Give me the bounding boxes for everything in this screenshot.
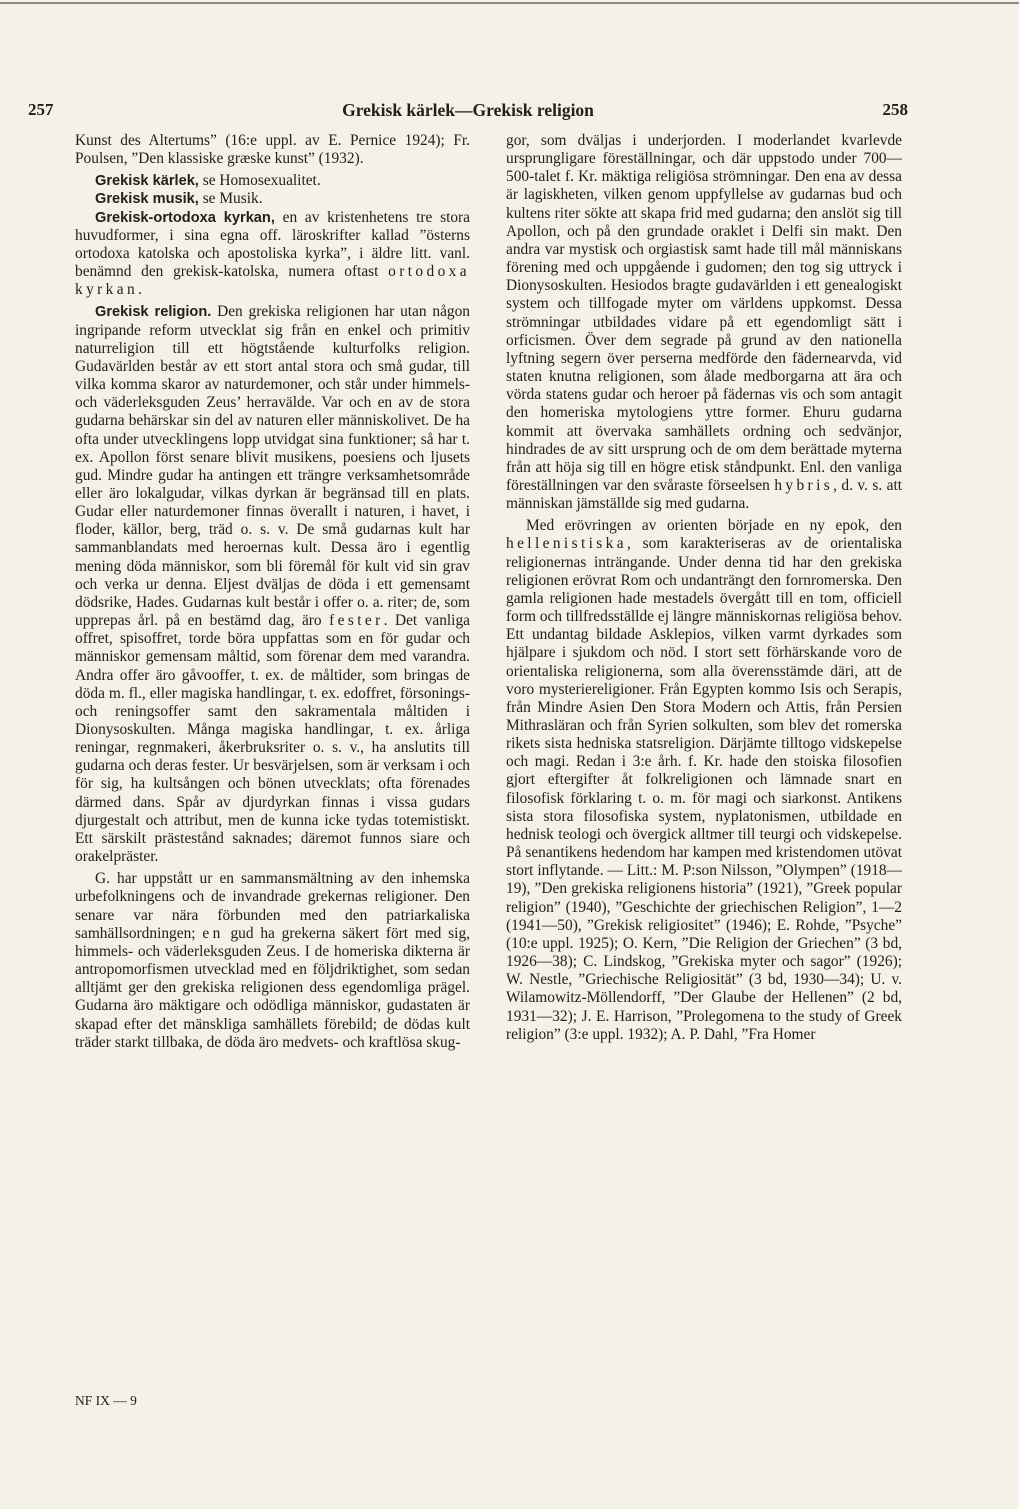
spaced-term: hellenistiska [506, 535, 627, 553]
entry-text: en av kristenhetens tre stora huvudformer, i sina egna off. läroskrifter kallad ”österns ortodoxa katolska och apostoliska kyrka”, i äldre litt. vanl. benämnd den grekisk-katolska, numera oftast [75, 208, 470, 281]
entry-grekisk-ortodoxa-kyrkan [75, 209, 470, 300]
paragraph-text-cont: , d. v. s. att människan jämställde sig med gudarna. [506, 476, 903, 513]
paragraph-text-cont: gud ha grekerna säkert fört med sig, himmels- och väderleksguden Zeus. I de homeriska dikterna är antropomorfismen utvecklad med en följdriktighet, som sedan alltjämt ger den grekiska religionen dess egendomliga prägel. Gudarna äro mäktigare och odödliga människor, gudastaten är skapad efter det mänskliga samhällets förebild; de dödas kult träder starkt tillbaka, de döda äro medvets- och kraftlösa skug- [75, 924, 470, 1051]
top-rule [0, 2, 1019, 4]
paragraph-text: G. har uppstått ur en sammansmältning av den inhemska urbefolkningens och de invandrade grekernas religioner. Den senare var nära förbunden med den patriarkaliska samhällsordningen; [75, 870, 470, 942]
running-title: Grekisk kärlek—Grekisk religion [342, 100, 594, 120]
right-column [506, 132, 902, 1044]
entry-text: se Musik. [198, 190, 263, 208]
headword: Grekisk religion. [95, 304, 212, 321]
paragraph-text: gor, som dväljas i underjorden. I moderlandet kvarlevde ursprungligare föreställningar, och där uppstodo under 700—500-talet f. Kr. mäktiga religiösa strömningar. Den ena av dessa är lagiskheten, vilken genom uppfyllelse av gudarnas bud och kultens riter sökte att skapa frid med gudarna; den anslöt sig till Apollon, och på den grundade oraklet i Delfi sin makt. Den andra var mystisk och orgiastisk samt hade till mål människans förening med och uppgående i gudomen; den tog sig uttryck i Dionysoskulten. Hesiodos bragte gudavärlden i ett genealogiskt system och tillfogade myter om världens uppkomst. Dessa strömningar utbildades vidare på ett egendomligt sätt i orficismen. Över dem segrade på grund av den nationella lyftning segern över perserna medförde den fädernearvda, vid staten knutna religionen, som ålade medborgarna att ära och vörda statens gudar och heroer på fädernas vis och som antagit den homeriska mytologiens yttre former. Ehuru gudarna kommit att övervaka samhällets ordning och sedvänjor, hindrades de av sitt ursprung och de om dem berättade myterna från att höja sig till en högre etisk ståndpunkt. Enl. den vanliga föreställningen var den svåraste förseelsen [506, 132, 902, 494]
headword: Grekisk-ortodoxa kyrkan, [95, 209, 275, 226]
paragraph-text-cont: , som karakteriseras av de orientaliska religionernas inträngande. Under denna tid har den grekiska religionen erövrat Rom och undanträngt den fornromerska. Den gamla religionen hade mestadels övergått till en tom, officiell form och tillfredsställde ej längre människornas religiösa behov. Ett undantag bildade Asklepios, vilken varmt dyrkades som hjälpare i sjukdom och nöd. I stort sett förhärskande voro de orientaliska religionerna, som alla överensstämde däri, att de voro mysteriereligioner. Från Egypten kommo Isis och Serapis, från Mindre Asien Den Stora Modern och Attis, från Persien Mithrasläran och från Syrien solkulten, som blev det romerska rikets sista hedniska statsreligion. Därjämte tilltogo vidskepelse och magi. Redan i 3:e årh. f. Kr. hade den stoiska filosofien gjort eftergifter åt folkreligionen och lämnade snart en filosofisk förklaring t. o. m. för magi och siarkonst. Antikens sista stora filosofiska system, nyplatonismen, utbildade en hednisk teologi och övergick alltmer till teurgi och vidskepelse. På senantikens hedendom har kampen med kristendomen utövat stort inflytande. — Litt.: M. P:son Nilsson, ”Olympen” (1918—19), ”Den grekiska religionens historia” (1921), ”Greek popular religion” (1940), ”Geschichte der griechischen Religion”, 1—2 (1941—50), ”Grekisk religiositet” (1946); E. Rohde, ”Psyche” (10:e uppl. 1925); O. Kern, ”Die Religion der Griechen” (3 bd, 1926—38); C. Lindskog, ”Grekiska myter och sagor” (1926); W. Nestle, ”Griechische Religiosität” (3 bd, 1930—34); U. v. Wilamowitz-Möllendorff, ”Der Glaube der Hellenen” (2 bd, 1931—32); J. E. Harrison, ”Prolegomena to the study of Greek religion” (3:e uppl. 1932); A. P. Dahl, ”Fra Homer [506, 535, 902, 1043]
continued-text: Kunst des Altertums” (16:e uppl. av E. Pernice 1924); Fr. Poulsen, ”Den klassiske græske kunst” (1932). [75, 132, 470, 168]
entry-text: se Homosexualitet. [198, 172, 321, 190]
page-number-left: 257 [28, 100, 54, 119]
entry-text-cont: . Det vanliga offret, spisoffret, torde böra uppfattas som en för gudar och människor gemensam måltid, som förenar dem med varandra. Andra offer äro gåvooffer, t. ex. de måltider, som bringas de döda m. fl., eller magiska handlingar, t. ex. edoffret, försonings- och reningsoffer samt den sakramentala måltiden i Dionysoskulten. Många magiska handlingar, t. ex. årliga reningar, regnmakeri, åkerbruksriter o. s. v., ha anslutits till gudarna och deras fester. Ur besvärjelsen, som är verksam i och för sig, ha kultsången och bönen utvecklats; ofta förenades därmed dans. Spår av djurdyrkan finnas i vissa gudars djurgestalt och attribut, men de kunna icke tydas totemistiskt. Ett särskilt prästestånd saknades; däremot funnos siare och orakelpräster. [75, 612, 470, 866]
entry-grekisk-karlek [75, 172, 470, 190]
paragraph [75, 870, 470, 1052]
page-header [28, 100, 908, 128]
headword: Grekisk kärlek, [95, 173, 199, 190]
entry-text: Den grekiska religionen har utan någon ingripande reform utvecklat sig från en enkel och primitiv naturreligion till ett högtstående kulturfolks religion. Gudavärlden består av ett stort antal stora och små gudar, till vilka komma skaror av naturdemoner, och står under himmels- och väderleksguden Zeus’ herravälde. Var och en av de stora gudarna behärskar sin del av naturen eller människolivet. De ha ofta under utvecklingens lopp utvidgat sina funktioner; så har t. ex. Apollon först senare blivit musikens, poesiens och ljusets gud. Mindre gudar ha antingen ett trängre verksamhetsområde eller äro lokalgudar, vilkas dyrkan är begränsad till en plats. Gudar eller naturdemoner finnas överallt i naturen, i havet, i floder, källor, berg, träd o. s. v. De små gudarnas kult har sammanblandats med heroernas kult. Dessa äro i egentlig mening döda människor, som bli föremål för kult vid sin grav och verka ur denna. Eljest dväljas de döda i ett gemensamt dödsrike, Hades. Gudarnas kult består i offer o. a. riter; de, som upprepas årl. på en bestämd dag, äro [75, 303, 470, 630]
spaced-term: fester [329, 612, 384, 630]
spaced-term: hybris [774, 476, 834, 494]
entry-grekisk-musik [75, 190, 470, 208]
entry-text-end: . [138, 281, 142, 299]
page-number-right: 258 [882, 100, 908, 119]
left-column [75, 132, 470, 1052]
entry-grekisk-religion [75, 303, 470, 866]
headword: Grekisk musik, [95, 191, 199, 208]
spaced-term: ortodoxa kyrkan [75, 263, 470, 299]
paragraph [506, 517, 902, 1044]
paragraph [506, 132, 902, 513]
paragraph-text: Med erövringen av orienten började en ny epok, den [526, 517, 902, 535]
signature-mark: NF IX — 9 [75, 1393, 137, 1408]
spaced-term: en [202, 924, 224, 942]
